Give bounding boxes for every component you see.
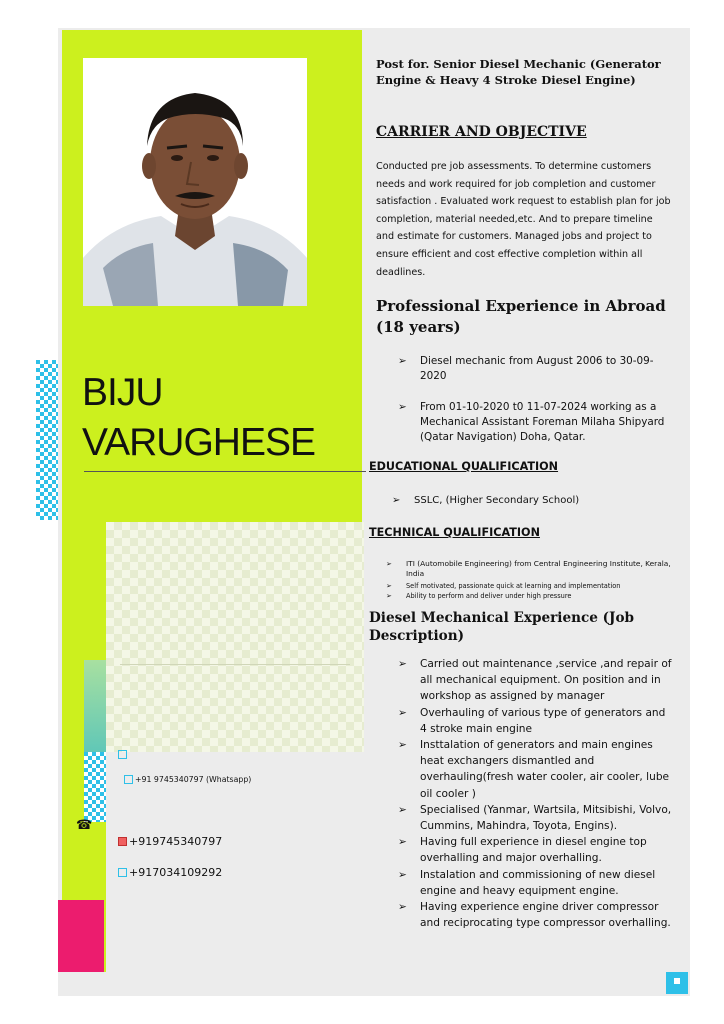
whatsapp-icon	[124, 775, 133, 784]
list-item: ➢ Insttalation of generators and main engines heat exchangers dismantled and overhauling(fresh water cooler, air cooler, lube oil cooler )	[398, 737, 674, 802]
list-item: ➢ ITI (Automobile Engineering) from Central Engineering Institute, Kerala, India	[386, 559, 676, 579]
list-item: ➢ Overhauling of various type of generators and 4 stroke main engine	[398, 705, 674, 737]
portrait-illustration	[83, 58, 307, 306]
mobile-icon	[118, 837, 127, 846]
whatsapp-number: +91 9745340797 (Whatsapp)	[135, 775, 252, 784]
contact-whatsapp	[124, 775, 251, 784]
diesel-list	[398, 656, 674, 931]
phone-number-2: +917034109292	[129, 866, 223, 879]
objective-heading: CARRIER AND OBJECTIVE	[376, 124, 587, 140]
name-underline	[84, 471, 366, 472]
pixel-pattern-strip	[36, 360, 58, 520]
education-heading: EDUCATIONAL QUALIFICATION	[369, 460, 559, 473]
list-item: ➢ Diesel mechanic from August 2006 to 30-09-2020	[398, 354, 676, 384]
checkbox-icon	[118, 750, 127, 759]
candidate-name	[82, 368, 315, 468]
post-applied-for: Post for. Senior Diesel Mechanic (Generator Engine & Heavy 4 Stroke Diesel Engine)	[376, 57, 661, 87]
pink-accent-block	[58, 900, 104, 972]
contact-phone-2	[118, 866, 222, 879]
list-item: ➢ Instalation and commissioning of new diesel engine and heavy equipment engine.	[398, 867, 674, 899]
candidate-last-name: VARUGHESE	[82, 421, 315, 464]
list-item: ➢ Carried out maintenance ,service ,and repair of all mechanical equipment. On position and in workshop as assigned by manager	[398, 656, 674, 705]
divider-line	[120, 664, 350, 665]
list-item: ➢ Ability to perform and deliver under high pressure	[386, 591, 676, 601]
mobile-icon	[118, 868, 127, 877]
list-item: ➢ Self motivated, passionate quick at learning and implementation	[386, 581, 676, 591]
education-list	[392, 494, 579, 508]
technical-list	[386, 559, 676, 601]
list-item: ➢ SSLC, (Higher Secondary School)	[392, 494, 579, 508]
technical-heading: TECHNICAL QUALIFICATION	[369, 526, 540, 539]
contact-marker	[118, 750, 129, 759]
pixel-pattern-block	[84, 752, 106, 822]
diesel-heading: Diesel Mechanical Experience (Job Description)	[369, 610, 635, 644]
professional-heading: Professional Experience in Abroad (18 years)	[376, 297, 666, 336]
list-item: ➢ From 01-10-2020 t0 11-07-2024 working as a Mechanical Assistant Foreman Milaha Shipyard (Qatar Navigation) Doha, Qatar.	[398, 400, 676, 445]
list-item: ➢ Having full experience in diesel engine top overhalling and major overhalling.	[398, 834, 674, 866]
list-item: ➢ Having experience engine driver compressor and reciprocating type compressor overhalling.	[398, 899, 674, 931]
phone-number-1: +919745340797	[129, 835, 223, 848]
professional-list	[398, 354, 676, 461]
candidate-first-name: BIJU	[82, 371, 163, 414]
contact-phone-1	[118, 835, 222, 848]
objective-text: Conducted pre job assessments. To determine customers needs and work required for job completion and customer satisfaction . Evaluated work request to establish plan for job completion, material needed,etc. And to prepare timeline and estimate for customers. Managed jobs and project to ensure efficient and cost effective completion within all deadlines.	[376, 161, 671, 278]
corner-pixel-decoration	[666, 972, 688, 994]
list-item: ➢ Specialised (Yanmar, Wartsila, Mitsibishi, Volvo, Cummins, Mahindra, Toyota, Engins).	[398, 802, 674, 834]
phone-icon: ☎	[76, 818, 93, 833]
profile-photo	[83, 58, 307, 306]
checker-pattern-panel	[106, 522, 364, 752]
